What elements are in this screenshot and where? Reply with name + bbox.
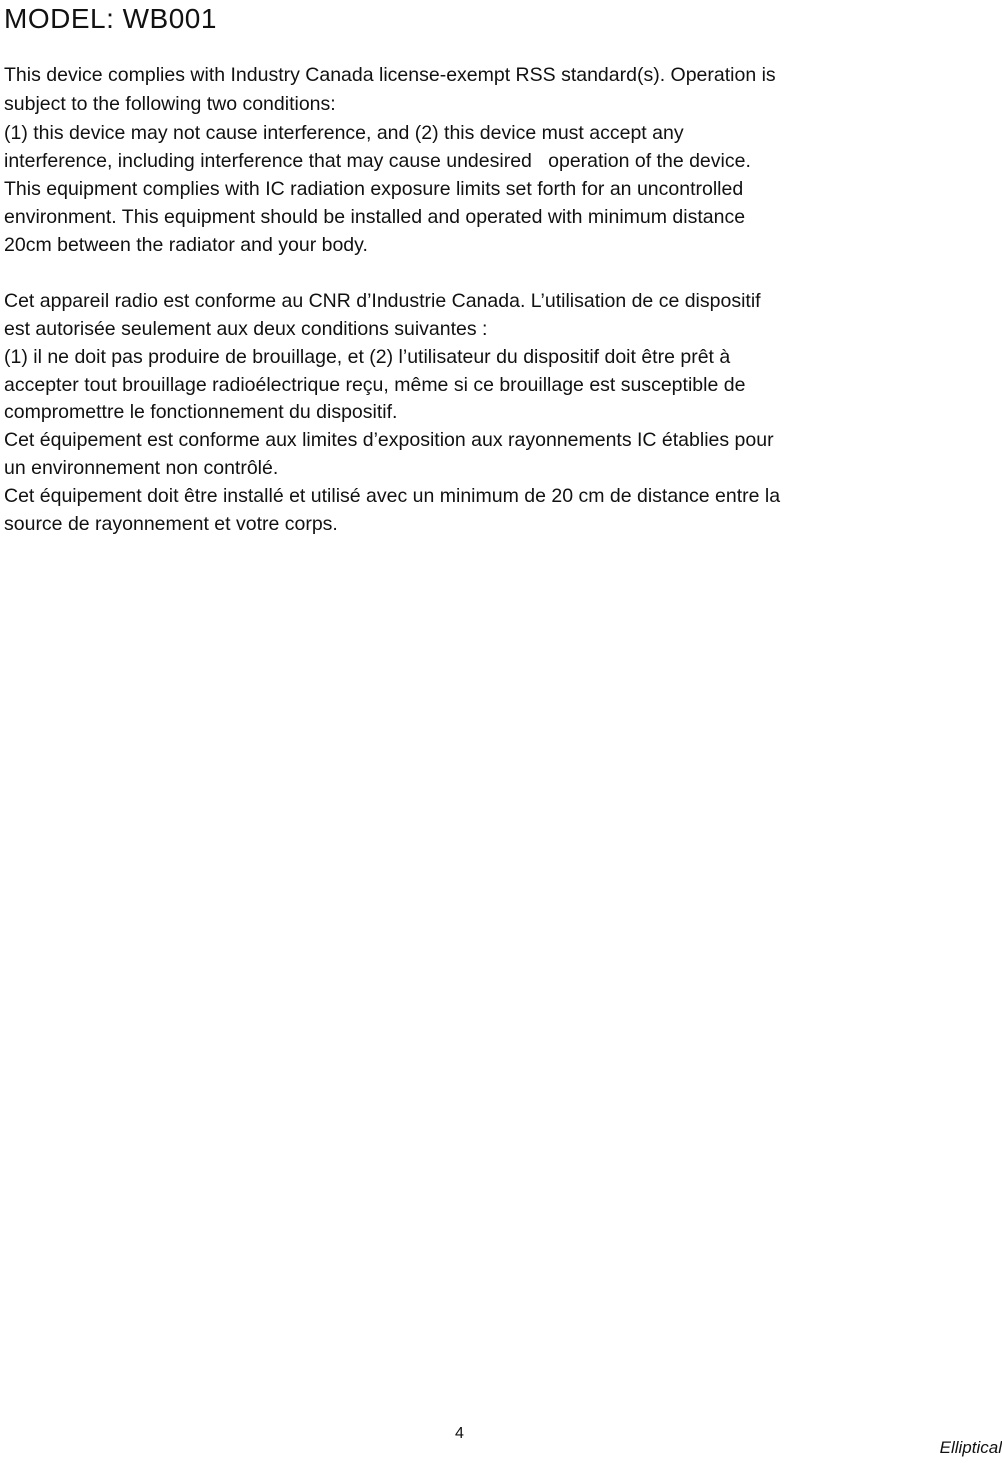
page-number: 4 (455, 1425, 464, 1442)
model-title: MODEL: WB001 (4, 3, 217, 34)
english-line-4: interference, including interference that may cause undesired operation of the device. (4, 150, 751, 172)
french-line-8: Cet équipement doit être installé et utilisé avec un minimum de 20 cm de distance entre la (4, 485, 781, 507)
english-line-2: subject to the following two conditions: (4, 93, 336, 115)
french-line-9: source de rayonnement et votre corps. (4, 513, 338, 535)
french-line-1: Cet appareil radio est conforme au CNR d’Industrie Canada. L’utilisation de ce dispositif (4, 290, 761, 312)
french-line-6: Cet équipement est conforme aux limites d’exposition aux rayonnements IC établies pour (4, 429, 774, 451)
french-line-5: compromettre le fonctionnement du dispositif. (4, 401, 398, 423)
english-line-7: 20cm between the radiator and your body. (4, 234, 368, 256)
english-line-6: environment. This equipment should be installed and operated with minimum distance (4, 206, 746, 228)
french-line-7: un environnement non contrôlé. (4, 457, 279, 479)
english-line-5: This equipment complies with IC radiation exposure limits set forth for an uncontrolled (4, 178, 744, 200)
french-line-4: accepter tout brouillage radioélectrique reçu, même si ce brouillage est susceptible de (4, 374, 746, 396)
footer-label: Elliptical (939, 1438, 1002, 1457)
english-line-3: (1) this device may not cause interference, and (2) this device must accept any (4, 122, 684, 144)
english-line-1: This device complies with Industry Canada license-exempt RSS standard(s). Operation is (4, 64, 776, 86)
french-line-3: (1) il ne doit pas produire de brouillage, et (2) l’utilisateur du dispositif doit être prêt à (4, 346, 731, 368)
french-line-2: est autorisée seulement aux deux conditions suivantes : (4, 318, 488, 340)
